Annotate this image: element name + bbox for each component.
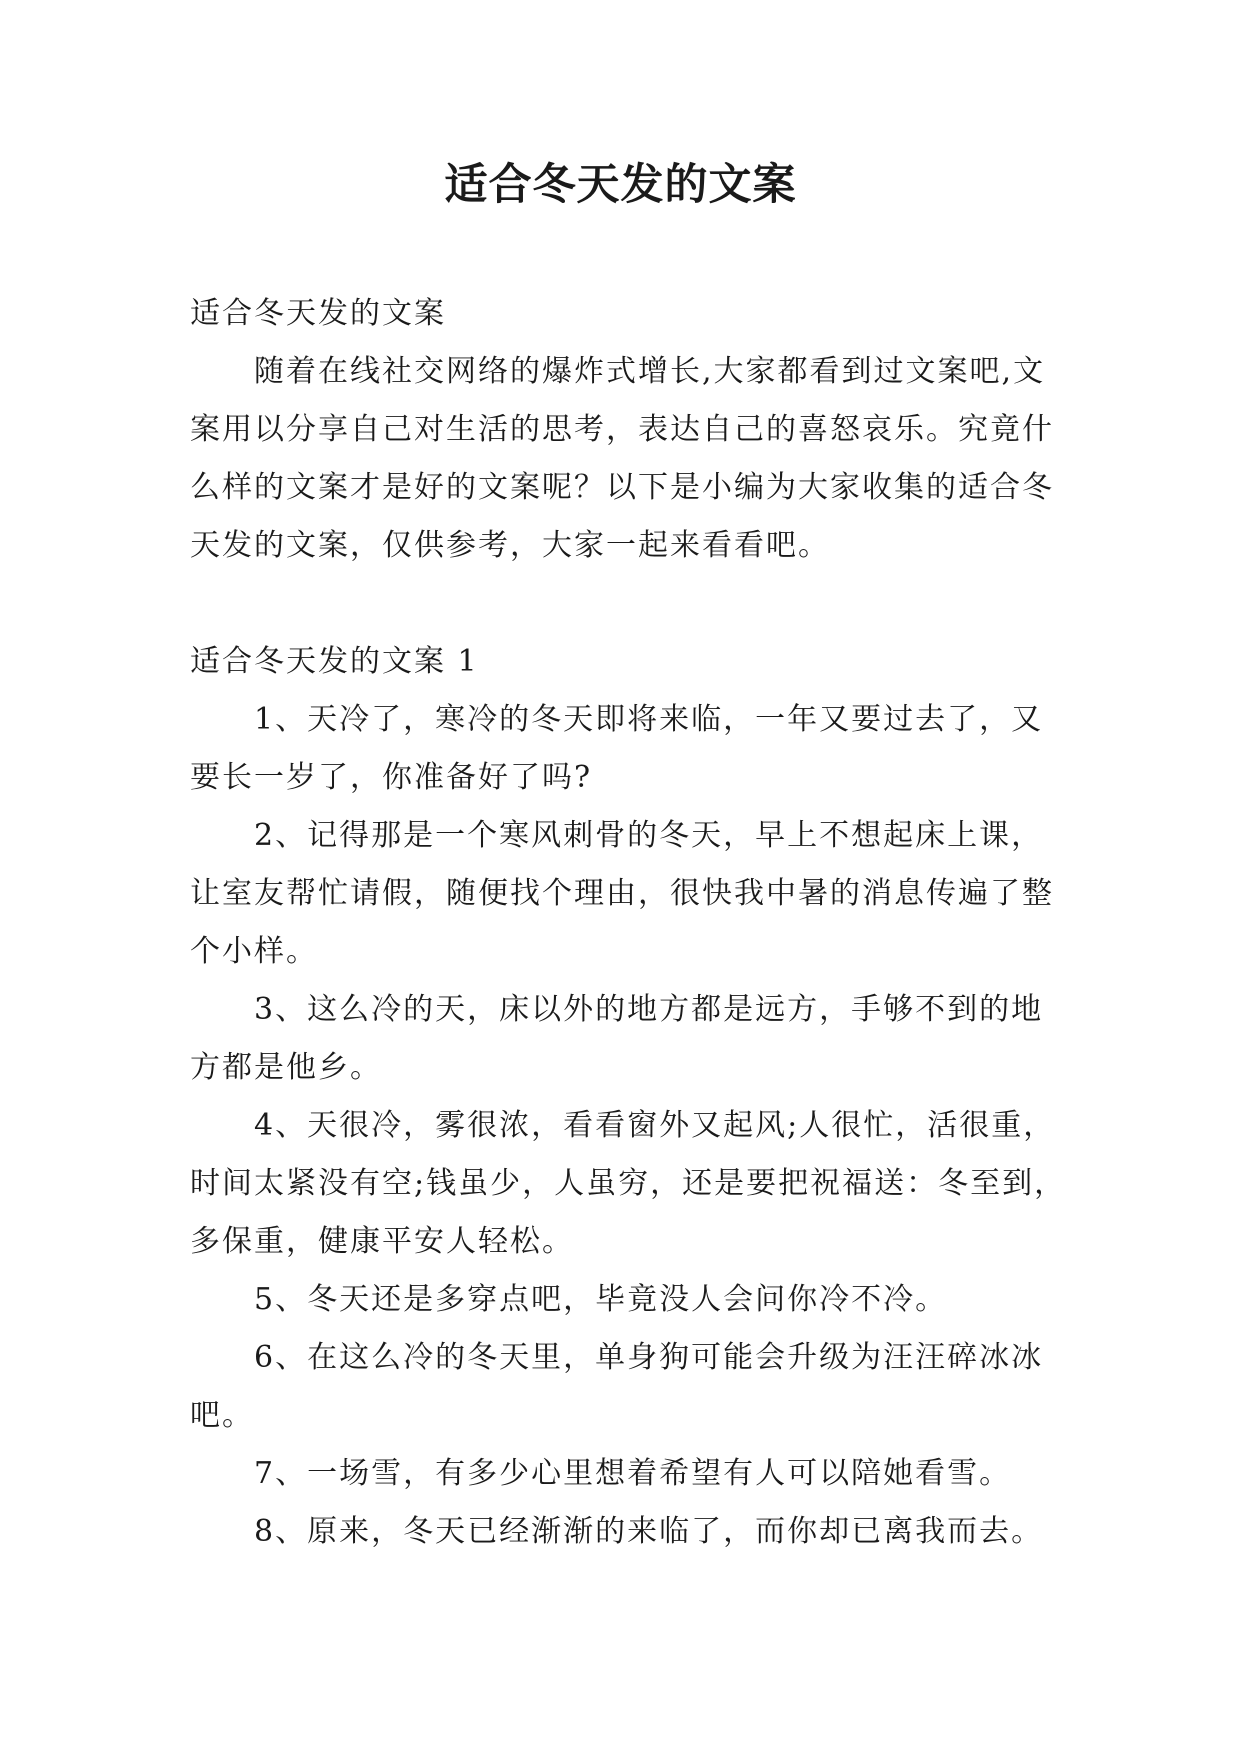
list-item: 1、天冷了，寒冷的冬天即将来临，一年又要过去了，又要长一岁了，你准备好了吗? [190, 702, 1044, 795]
list-item: 5、冬天还是多穿点吧，毕竟没人会问你冷不冷。 [254, 1282, 948, 1317]
section-heading: 适合冬天发的文案 1 [190, 644, 479, 679]
intro-paragraph: 随着在线社交网络的爆炸式增长,大家都看到过文案吧,文案用以分享自己对生活的思考，表达自己的喜怒哀乐。究竟什么样的文案才是好的文案呢？以下是小编为大家收集的适合冬天发的文案，仅供参考，大家一起来看看吧。 [190, 354, 1054, 563]
list-item: 7、一场雪，有多少心里想着希望有人可以陪她看雪。 [254, 1456, 1012, 1491]
intro-heading: 适合冬天发的文案 [190, 296, 446, 331]
list-item: 8、原来，冬天已经渐渐的来临了，而你却已离我而去。 [254, 1514, 1044, 1549]
document-body [190, 285, 1070, 1561]
list-item: 6、在这么冷的冬天里，单身狗可能会升级为汪汪碎冰冰吧。 [190, 1340, 1044, 1433]
list-item: 3、这么冷的天，床以外的地方都是远方，手够不到的地方都是他乡。 [190, 992, 1044, 1085]
list-item: 4、天很冷，雾很浓，看看窗外又起风;人很忙，活很重，时间太紧没有空;钱虽少，人虽穷，还是要把祝福送：冬至到，多保重，健康平安人轻松。 [190, 1108, 1067, 1259]
document-title: 适合冬天发的文案 [444, 160, 797, 210]
section-spacer [190, 575, 1070, 633]
list-item: 2、记得那是一个寒风刺骨的冬天，早上不想起床上课，让室友帮忙请假，随便找个理由，很快我中暑的消息传遍了整个小样。 [190, 818, 1054, 969]
